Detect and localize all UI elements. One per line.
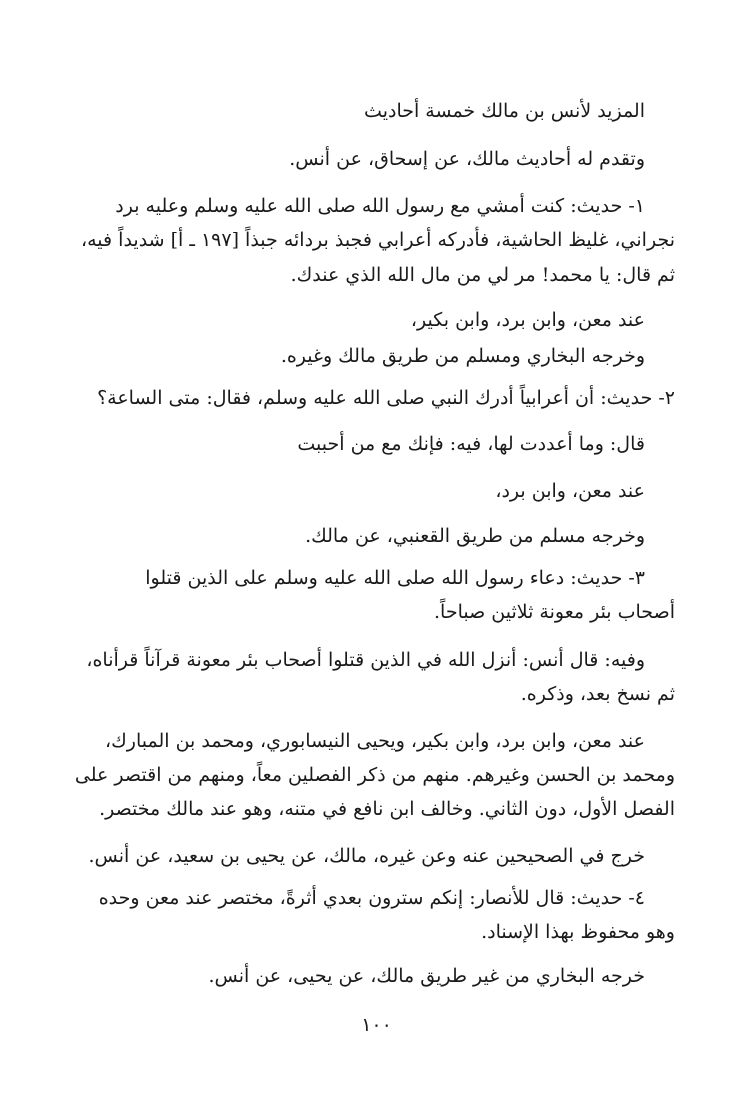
text-line: قال: وما أعددت لها، فيه: فإنك مع من أحببت (297, 433, 645, 455)
text-line: ومحمد بن الحسن وغيرهم. منهم من ذكر الفصلين معاً، ومنهم من اقتصر على (74, 764, 675, 786)
text-line: ثم نسخ بعد، وذكره. (520, 683, 675, 705)
text-line: خرجه البخاري من غير طريق مالك، عن يحيى، عن أنس. (208, 965, 645, 987)
hadith-4-start: ٤- حديث: قال للأنصار: إنكم سترون بعدي أثرةً، مختصر عند معن وحده (98, 887, 645, 909)
text-line: وهو محفوظ بهذا الإسناد. (481, 921, 675, 943)
text-line: نجراني، غليظ الحاشية، فأدركه أعرابي فجبذ بردائه جبذاً [١٩٧ ـ أ] شديداً فيه، (80, 229, 675, 251)
hadith-2-start: ٢- حديث: أن أعرابياً أدرك النبي صلى الله عليه وسلم، فقال: متى الساعة؟ (97, 387, 675, 409)
text-line: الفصل الأول، دون الثاني. وخالف ابن نافع في متنه، وهو عند مالك مختصر. (99, 798, 675, 820)
text-line: وفيه: قال أنس: أنزل الله في الذين قتلوا أصحاب بئر معونة قرآناً قرأناه، (86, 649, 645, 671)
text-line: وخرجه مسلم من طريق القعنبي، عن مالك. (305, 525, 645, 547)
text-line: عند معن، وابن برد، (495, 480, 645, 502)
text-line: وتقدم له أحاديث مالك، عن إسحاق، عن أنس. (289, 148, 645, 170)
text-line: وخرجه البخاري ومسلم من طريق مالك وغيره. (280, 345, 645, 367)
text-line: عند معن، وابن برد، وابن بكير، (410, 309, 645, 331)
hadith-1-start: ١- حديث: كنت أمشي مع رسول الله صلى الله عليه وسلم وعليه برد (115, 195, 645, 217)
heading-line: المزيد لأنس بن مالك خمسة أحاديث (364, 100, 645, 122)
text-line: ثم قال: يا محمد! مر لي من مال الله الذي عندك. (290, 264, 675, 286)
text-line: عند معن، وابن برد، وابن بكير، ويحيى النيسابوري، ومحمد بن المبارك، (104, 730, 645, 752)
hadith-3-start: ٣- حديث: دعاء رسول الله صلى الله عليه وسلم على الذين قتلوا (145, 567, 645, 589)
text-line: خرج في الصحيحين عنه وعن غيره، مالك، عن يحيى بن سعيد، عن أنس. (88, 845, 645, 867)
text-line: أصحاب بئر معونة ثلاثين صباحاً. (434, 601, 675, 623)
page-number: ١٠٠ (361, 1014, 392, 1036)
